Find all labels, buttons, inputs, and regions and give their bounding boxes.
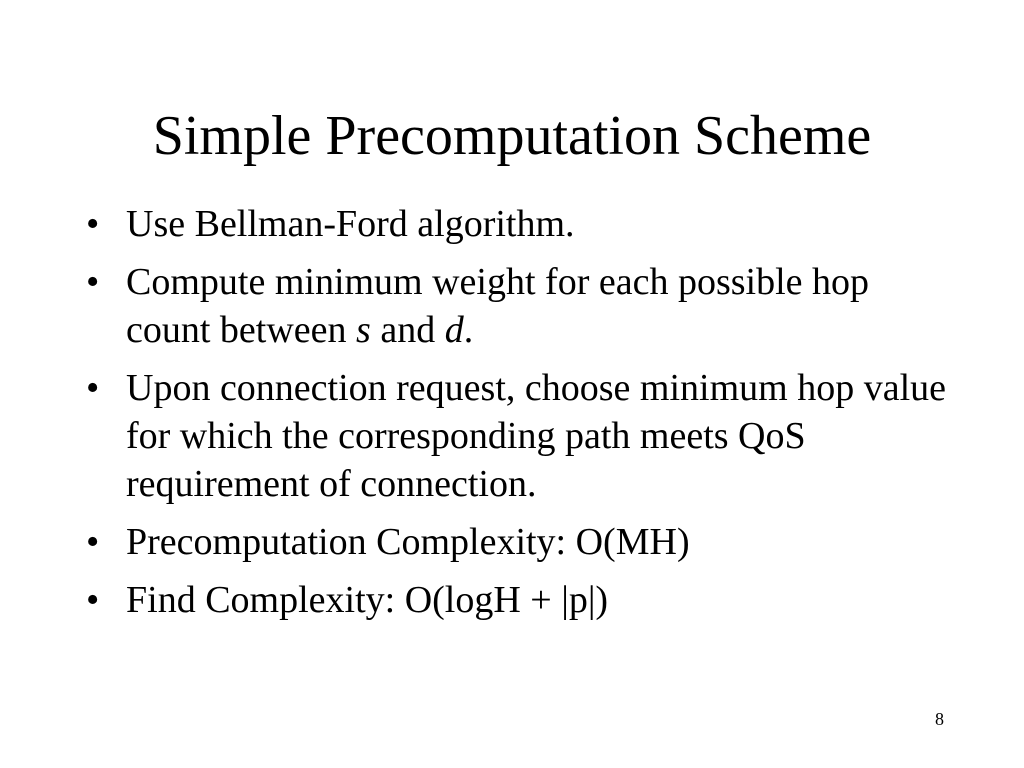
- bullet-item-compute-minimum-weight: [86, 258, 956, 354]
- bullet-marker: •: [86, 261, 100, 303]
- bullet-list: [86, 200, 956, 634]
- bullet-text: Precomputation Complexity: O(MH): [126, 521, 690, 563]
- bullet-marker: •: [86, 579, 100, 621]
- bullet-text-part: and: [370, 309, 445, 351]
- slide-number: 8: [935, 709, 944, 729]
- bullet-text: Upon connection request, choose minimum hop value for which the corresponding path meets QoS requirement of connection.: [126, 367, 946, 505]
- variable-s: s: [356, 309, 371, 351]
- bullet-text: Use Bellman-Ford algorithm.: [126, 203, 575, 245]
- bullet-marker: •: [86, 521, 100, 563]
- bullet-marker: •: [86, 203, 100, 245]
- bullet-item-find-complexity: [86, 576, 956, 624]
- bullet-text-part: Compute minimum weight for each possible hop count between: [126, 261, 870, 351]
- bullet-text-part: .: [463, 309, 474, 351]
- bullet-text: Find Complexity: O(logH + |p|): [126, 579, 609, 621]
- bullet-item-connection-request: [86, 364, 956, 508]
- slide-title: Simple Precomputation Scheme: [152, 105, 872, 167]
- bullet-text: [126, 261, 869, 351]
- bullet-item-bellman-ford: [86, 200, 956, 248]
- variable-d: d: [444, 309, 464, 351]
- bullet-marker: •: [86, 367, 100, 409]
- bullet-item-precomputation-complexity: [86, 518, 956, 566]
